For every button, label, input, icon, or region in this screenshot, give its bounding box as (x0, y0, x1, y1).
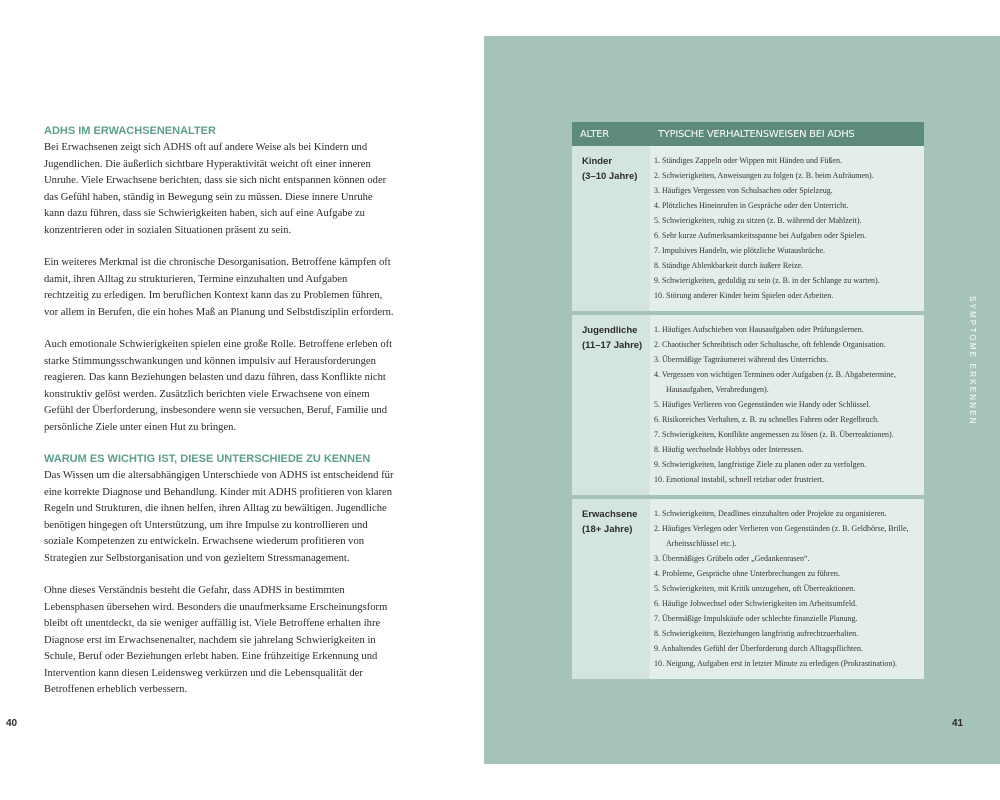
list-item: 3. Übermäßiges Grübeln oder „Gedankenrasen“. (654, 554, 810, 563)
list-item: 7. Schwierigkeiten, Konflikte angemessen zu lösen (z. B. Überreaktionen). (654, 430, 894, 439)
list-item: 4. Vergessen von wichtigen Terminen oder Aufgaben (z. B. Abgabetermine, Hausaufgaben, Verabredungen). (654, 370, 896, 394)
paragraph: Ohne dieses Verständnis besteht die Gefahr, dass ADHS in bestimmten Lebensphasen übersehen wird. Besonders die unaufmerksame Erscheinungsform bleibt oft unentdeckt, da sie weniger auffällig ist. Viele Betroffene erhalten ihre Diagnose erst im Erwachsenenalter, nachdem sie jahrelang Schwierigkeiten in Schule, Beruf oder Beziehungen erlebt haben. Eine frühzeitige Erkennung und Intervention kann diesen Leidensweg verkürzen und die Lebensqualität der Betroffenen erheblich verbessern. (44, 585, 388, 695)
paragraph: Ein weiteres Merkmal ist die chronische Desorganisation. Betroffene kämpfen oft damit, ihren Alltag zu strukturieren, Termine einzuhalten und Aufgaben rechtzeitig zu erledigen. Im beruflichen Kontext kann das zu Problemen führen, vor allem in Berufen, die ein hohes Maß an Planung und Selbstdisziplin erfordern. (44, 257, 394, 318)
list-item: 1. Häufiges Aufschieben von Hausaufgaben oder Prüfungslernen. (654, 325, 864, 334)
list-item: 4. Plötzliches Hineinrufen in Gespräche oder den Unterricht. (654, 201, 849, 210)
table-header (572, 122, 924, 146)
paragraph: Bei Erwachsenen zeigt sich ADHS oft auf andere Weise als bei Kindern und Jugendlichen. Die äußerlich sichtbare Hyperaktivität weicht oft einer inneren Unruhe. Viele Erwachsene berichten, dass sie sich nicht entspannen können oder das Gefühl haben, ständig in Bewegung sein zu müssen. Diese innere Unruhe kann dazu führen, dass sie Schwierigkeiten haben, sich auf eine Aufgabe zu konzentrieren oder in sozialen Situationen präsent zu sein. (44, 142, 387, 236)
list-item: 8. Ständige Ablenkbarkeit durch äußere Reize. (654, 261, 804, 270)
list-item: 1. Schwierigkeiten, Deadlines einzuhalten oder Projekte zu organisieren. (654, 509, 887, 518)
chapter-side-label: SYMPTOME ERKENNEN (968, 296, 977, 426)
list-item: 3. Häufiges Vergessen von Schulsachen oder Spielzeug. (654, 186, 833, 195)
age-cell (572, 315, 650, 495)
page-number-right: 41 (952, 718, 964, 729)
list-item: 9. Schwierigkeiten, geduldig zu sein (z. B. in der Schlange zu warten). (654, 276, 880, 285)
section-heading: ADHS IM ERWACHSENENALTER (44, 125, 216, 137)
list-item: 2. Häufiges Verlegen oder Verlieren von Gegenständen (z. B. Geldbörse, Brille, Arbeitsschlüssel etc.). (654, 524, 909, 548)
list-item: 3. Übermäßige Tagträumerei während des Unterrichts. (654, 355, 829, 364)
table-row (572, 495, 924, 679)
list-item: 7. Impulsives Handeln, wie plötzliche Wutausbrüche. (654, 246, 826, 255)
behaviors-cell (650, 146, 924, 311)
list-item: 8. Häufig wechselnde Hobbys oder Interessen. (654, 445, 804, 454)
list-item: 6. Risikoreiches Verhalten, z. B. zu schnelles Fahren oder Regelbruch. (654, 415, 880, 424)
left-page-body (44, 124, 394, 699)
list-item: 7. Übermäßige Impulskäufe oder schlechte finanzielle Planung. (654, 614, 858, 623)
list-item: 10. Emotional instabil, schnell reizbar oder frustriert. (654, 475, 824, 484)
list-item: 2. Chaotischer Schreibtisch oder Schultasche, oft fehlende Organisation. (654, 340, 886, 349)
list-item: 5. Häufiges Verlieren von Gegenständen wie Handy oder Schlüssel. (654, 400, 871, 409)
list-item: 5. Schwierigkeiten, mit Kritik umzugehen, oft Überreaktionen. (654, 584, 856, 593)
behaviors-cell (650, 315, 924, 495)
behavior-list (654, 153, 918, 303)
age-label: Erwachsene (582, 509, 638, 520)
list-item: 9. Anhaltendes Gefühl der Überforderung durch Alltagspflichten. (654, 644, 863, 653)
age-cell (572, 499, 650, 679)
list-item: 6. Häufige Jobwechsel oder Schwierigkeiten im Arbeitsumfeld. (654, 599, 858, 608)
list-item: 10. Störung anderer Kinder beim Spielen oder Arbeiten. (654, 291, 834, 300)
behavior-list (654, 506, 918, 671)
age-label: Kinder (582, 156, 613, 167)
age-label: (18+ Jahre) (582, 524, 633, 535)
age-cell (572, 146, 650, 311)
list-item: 4. Probleme, Gespräche ohne Unterbrechungen zu führen. (654, 569, 840, 578)
symptom-table (572, 122, 924, 679)
list-item: 2. Schwierigkeiten, Anweisungen zu folgen (z. B. beim Aufräumen). (654, 171, 874, 180)
list-item: 5. Schwierigkeiten, ruhig zu sitzen (z. B. während der Mahlzeit). (654, 216, 862, 225)
list-item: 9. Schwierigkeiten, langfristige Ziele zu planen oder zu verfolgen. (654, 460, 867, 469)
behavior-list (654, 322, 918, 487)
table-row (572, 311, 924, 495)
page-number-left: 40 (6, 718, 18, 729)
behaviors-cell (650, 499, 924, 679)
header-behaviors: TYPISCHE VERHALTENSWEISEN BEI ADHS (658, 128, 855, 140)
list-item: 10. Neigung, Aufgaben erst in letzter Minute zu erledigen (Prokrastination). (654, 659, 898, 668)
paragraph: Auch emotionale Schwierigkeiten spielen eine große Rolle. Betroffene erleben oft starke Stimmungsschwankungen und können impulsiv auf Herausforderungen reagieren. Das kann Beziehungen belasten und dazu führen, dass Konflikte nicht konstruktiv gelöst werden. Zusätzlich berichten viele Erwachsene von einem Gefühl der Überforderung, insbesondere wenn sie versuchen, Beruf, Familie und persönliche Ziele unter einen Hut zu bringen. (44, 339, 393, 433)
age-label: (11–17 Jahre) (582, 340, 643, 351)
section-heading: WARUM ES WICHTIG IST, DIESE UNTERSCHIEDE ZU KENNEN (44, 453, 371, 465)
paragraph: Das Wissen um die altersabhängigen Unterschiede von ADHS ist entscheidend für eine korrekte Diagnose und Behandlung. Kinder mit ADHS profitieren von klaren Regeln und Strukturen, die ihnen helfen, ihren Alltag zu bewältigen. Jugendliche benötigen hingegen oft Unterstützung, um ihre Impulse zu kontrollieren und soziale Kompetenzen zu entwickeln. Erwachsene wiederum profitieren von Strategien zur Selbstorganisation und von gezieltem Stressmanagement. (44, 470, 394, 564)
age-label: Jugendliche (582, 325, 638, 336)
header-age: ALTER (580, 128, 609, 140)
table-body (572, 146, 924, 679)
list-item: 6. Sehr kurze Aufmerksamkeitsspanne bei Aufgaben oder Spielen. (654, 231, 867, 240)
table-row (572, 146, 924, 311)
list-item: 8. Schwierigkeiten, Beziehungen langfristig aufrechtzuerhalten. (654, 629, 859, 638)
age-label: (3–10 Jahre) (582, 171, 638, 182)
list-item: 1. Ständiges Zappeln oder Wippen mit Händen und Füßen. (654, 156, 842, 165)
